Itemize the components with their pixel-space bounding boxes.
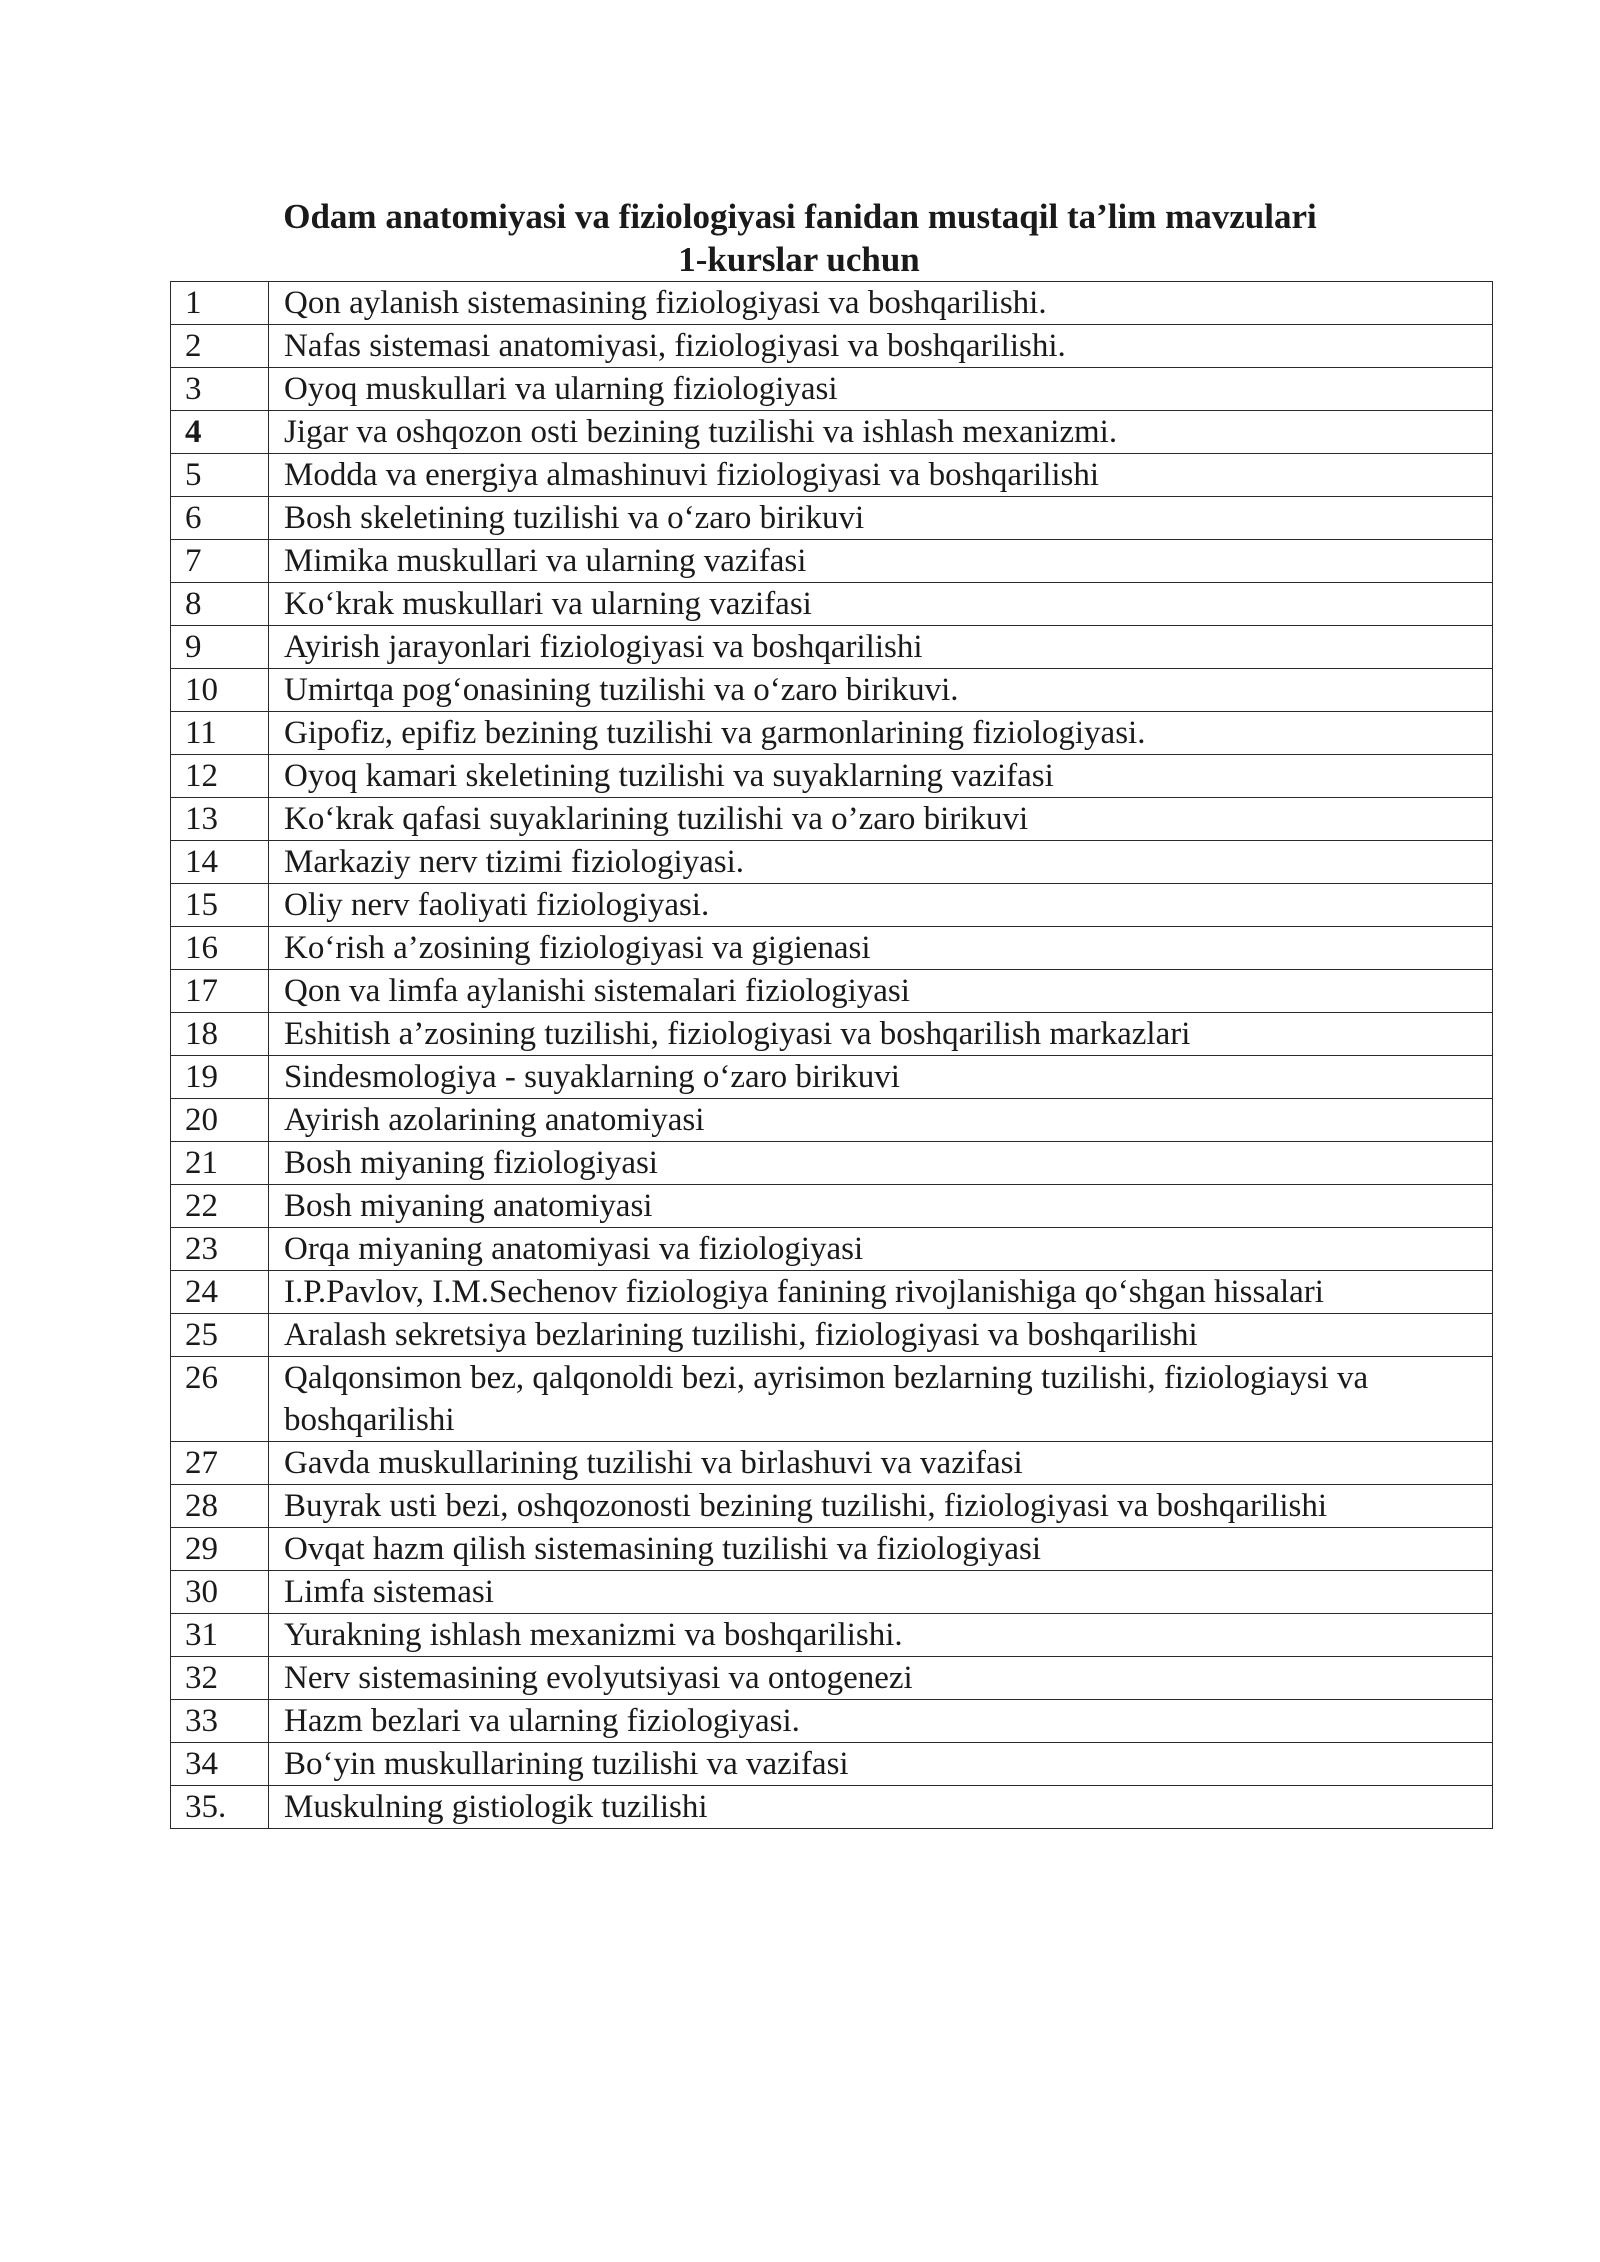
row-number: 16	[171, 927, 269, 970]
row-topic: Bosh skeletining tuzilishi va o‘zaro birikuvi	[269, 497, 1493, 540]
table-row	[171, 1485, 1493, 1528]
row-topic: Jigar va oshqozon osti bezining tuzilishi va ishlash mexanizmi.	[269, 411, 1493, 454]
table-row	[171, 841, 1493, 884]
row-number: 7	[171, 540, 269, 583]
row-topic: Yurakning ishlash mexanizmi va boshqarilishi.	[269, 1614, 1493, 1657]
row-number: 26	[171, 1357, 269, 1442]
row-topic: Modda va energiya almashinuvi fiziologiyasi va boshqarilishi	[269, 454, 1493, 497]
table-row	[171, 1614, 1493, 1657]
table-row	[171, 755, 1493, 798]
row-topic: Ayirish azolarining anatomiyasi	[269, 1099, 1493, 1142]
topics-table	[170, 281, 1493, 1829]
row-topic: Markaziy nerv tizimi fiziologiyasi.	[269, 841, 1493, 884]
table-row	[171, 626, 1493, 669]
row-topic: Gipofiz, epifiz bezining tuzilishi va garmonlarining fiziologiyasi.	[269, 712, 1493, 755]
row-number: 3	[171, 368, 269, 411]
row-topic: Ko‘krak muskullari va ularning vazifasi	[269, 583, 1493, 626]
row-number: 21	[171, 1142, 269, 1185]
row-number: 20	[171, 1099, 269, 1142]
table-row	[171, 1657, 1493, 1700]
table-row	[171, 583, 1493, 626]
row-topic: Oyoq kamari skeletining tuzilishi va suyaklarning vazifasi	[269, 755, 1493, 798]
row-topic: Aralash sekretsiya bezlarining tuzilishi, fiziologiyasi va boshqarilishi	[269, 1314, 1493, 1357]
table-row	[171, 1700, 1493, 1743]
row-topic: Qalqonsimon bez, qalqonoldi bezi, ayrisimon bezlarning tuzilishi, fiziologiaysi va boshqarilishi	[269, 1357, 1493, 1442]
row-topic: Orqa miyaning anatomiyasi va fiziologiyasi	[269, 1228, 1493, 1271]
table-row	[171, 1314, 1493, 1357]
row-topic: Oyoq muskullari va ularning fiziologiyasi	[269, 368, 1493, 411]
table-row	[171, 970, 1493, 1013]
row-topic: Umirtqa pog‘onasining tuzilishi va o‘zaro birikuvi.	[269, 669, 1493, 712]
row-topic: Limfa sistemasi	[269, 1571, 1493, 1614]
table-row	[171, 712, 1493, 755]
row-number: 14	[171, 841, 269, 884]
table-row	[171, 540, 1493, 583]
table-row	[171, 1786, 1493, 1829]
row-number: 2	[171, 325, 269, 368]
row-topic: Qon aylanish sistemasining fiziologiyasi va boshqarilishi.	[269, 282, 1493, 325]
table-row	[171, 411, 1493, 454]
table-row	[171, 325, 1493, 368]
row-topic: Ko‘krak qafasi suyaklarining tuzilishi va o’zaro birikuvi	[269, 798, 1493, 841]
row-topic: Qon va limfa aylanishi sistemalari fiziologiyasi	[269, 970, 1493, 1013]
row-number: 15	[171, 884, 269, 927]
row-number: 24	[171, 1271, 269, 1314]
row-topic: Buyrak usti bezi, oshqozonosti bezining tuzilishi, fiziologiyasi va boshqarilishi	[269, 1485, 1493, 1528]
row-topic: Hazm bezlari va ularning fiziologiyasi.	[269, 1700, 1493, 1743]
row-topic: Bosh miyaning anatomiyasi	[269, 1185, 1493, 1228]
table-row	[171, 1357, 1493, 1442]
table-row	[171, 927, 1493, 970]
row-number: 19	[171, 1056, 269, 1099]
row-topic: Nafas sistemasi anatomiyasi, fiziologiyasi va boshqarilishi.	[269, 325, 1493, 368]
row-topic: Bo‘yin muskullarining tuzilishi va vazifasi	[269, 1743, 1493, 1786]
table-row	[171, 368, 1493, 411]
row-topic: Bosh miyaning fiziologiyasi	[269, 1142, 1493, 1185]
table-row	[171, 1142, 1493, 1185]
table-row	[171, 1185, 1493, 1228]
table-row	[171, 1528, 1493, 1571]
row-number: 8	[171, 583, 269, 626]
table-row	[171, 497, 1493, 540]
row-number: 32	[171, 1657, 269, 1700]
row-number: 11	[171, 712, 269, 755]
row-number: 28	[171, 1485, 269, 1528]
row-number: 9	[171, 626, 269, 669]
table-row	[171, 1271, 1493, 1314]
table-row	[171, 1743, 1493, 1786]
row-number: 35.	[171, 1786, 269, 1829]
table-row	[171, 1571, 1493, 1614]
table-row	[171, 282, 1493, 325]
row-number: 25	[171, 1314, 269, 1357]
row-topic: Nerv sistemasining evolyutsiyasi va ontogenezi	[269, 1657, 1493, 1700]
table-row	[171, 798, 1493, 841]
row-topic: Ayirish jarayonlari fiziologiyasi va boshqarilishi	[269, 626, 1493, 669]
row-number: 23	[171, 1228, 269, 1271]
row-topic: Oliy nerv faoliyati fiziologiyasi.	[269, 884, 1493, 927]
document-title: Odam anatomiyasi va fiziologiyasi fanidan mustaqil ta’lim mavzulari	[283, 197, 1317, 236]
row-topic: Eshitish a’zosining tuzilishi, fiziologiyasi va boshqarilish markazlari	[269, 1013, 1493, 1056]
row-number: 4	[171, 411, 269, 454]
table-row	[171, 1013, 1493, 1056]
row-topic: Ko‘rish a’zosining fiziologiyasi va gigienasi	[269, 927, 1493, 970]
row-topic: Gavda muskullarining tuzilishi va birlashuvi va vazifasi	[269, 1442, 1493, 1485]
row-number: 30	[171, 1571, 269, 1614]
row-number: 6	[171, 497, 269, 540]
table-row	[171, 669, 1493, 712]
row-number: 10	[171, 669, 269, 712]
table-row	[171, 454, 1493, 497]
document-subtitle: 1-kurslar uchun	[678, 240, 920, 279]
row-number: 12	[171, 755, 269, 798]
row-number: 31	[171, 1614, 269, 1657]
table-row	[171, 1442, 1493, 1485]
row-topic: Ovqat hazm qilish sistemasining tuzilishi va fiziologiyasi	[269, 1528, 1493, 1571]
row-number: 34	[171, 1743, 269, 1786]
row-number: 29	[171, 1528, 269, 1571]
row-topic: Mimika muskullari va ularning vazifasi	[269, 540, 1493, 583]
table-row	[171, 1099, 1493, 1142]
row-number: 33	[171, 1700, 269, 1743]
row-topic: I.P.Pavlov, I.M.Sechenov fiziologiya fanining rivojlanishiga qo‘shgan hissalari	[269, 1271, 1493, 1314]
table-row	[171, 1228, 1493, 1271]
row-number: 13	[171, 798, 269, 841]
row-number: 5	[171, 454, 269, 497]
row-number: 1	[171, 282, 269, 325]
row-topic: Sindesmologiya - suyaklarning o‘zaro birikuvi	[269, 1056, 1493, 1099]
row-number: 17	[171, 970, 269, 1013]
topics-table-body	[171, 282, 1493, 1829]
table-row	[171, 884, 1493, 927]
row-topic: Muskulning gistiologik tuzilishi	[269, 1786, 1493, 1829]
row-number: 18	[171, 1013, 269, 1056]
row-number: 27	[171, 1442, 269, 1485]
row-number: 22	[171, 1185, 269, 1228]
table-row	[171, 1056, 1493, 1099]
